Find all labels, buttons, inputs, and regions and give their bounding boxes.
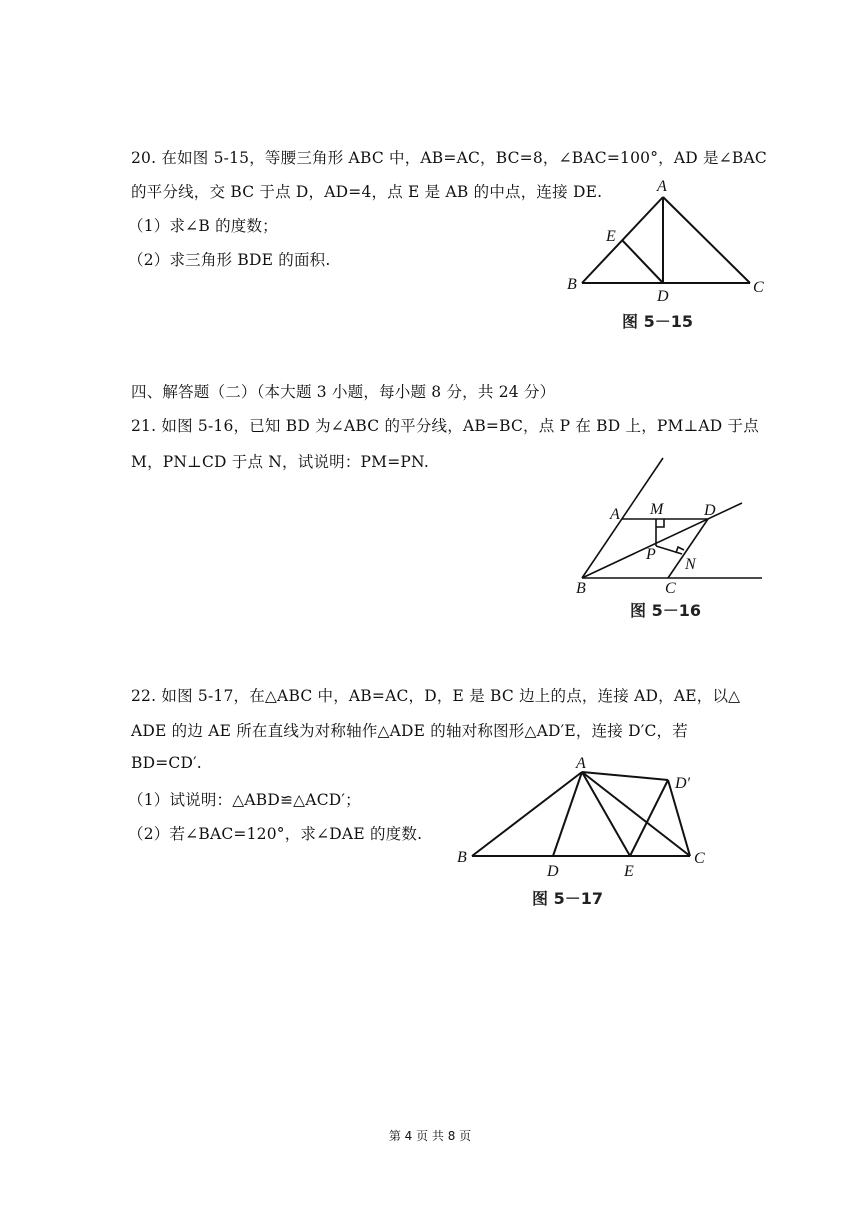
q20-part-2: （2）求三角形 BDE 的面积. [128,251,331,269]
q22-line-3: BD=CD′. [131,754,202,772]
segment-ad [553,772,582,856]
label-d: D [657,288,669,305]
q20-part-1: （1）求∠B 的度数； [128,217,278,235]
q22-line-2: ADE 的边 AE 所在直线为对称轴作△ADE 的轴对称图形△AD′E，连接 D′C，若 [131,722,688,740]
q22-part-2: （2）若∠BAC=120°，求∠DAE 的度数. [128,825,423,843]
q20-line-2: 的平分线，交 BC 于点 D，AD=4，点 E 是 AB 的中点，连接 DE. [131,183,603,201]
label-m: M [650,501,664,518]
segment-ab [472,772,582,856]
label-c: C [753,279,764,296]
segment-d-prime-e [630,780,668,856]
label-d: D [704,502,716,519]
q22-line-1: 22. 如图 5-17，在△ABC 中，AB=AC，D，E 是 BC 边上的点，连接 AD，AE，以△ [131,687,741,705]
label-c: C [665,580,676,597]
figure-5-15 [560,175,800,335]
segment-ad-prime [582,772,668,780]
figure-5-17 [450,752,720,912]
label-d: D [547,863,559,880]
label-d-prime: D′ [675,775,691,792]
label-a: A [657,178,667,195]
right-angle-m [656,519,664,527]
label-b: B [457,849,467,866]
label-e: E [624,863,634,880]
page-footer: 第 4 页 共 8 页 [388,1129,472,1143]
label-b: B [567,276,577,293]
figure-5-16 [570,452,790,627]
figure-caption: 图 5－16 [630,601,701,620]
q21-line-2: M，PN⊥CD 于点 N，试说明：PM=PN. [131,453,429,471]
q20-line-1: 20. 在如图 5-15，等腰三角形 ABC 中，AB=AC，BC=8，∠BAC=100°，AD 是∠BAC [131,149,767,167]
segment-ac [663,197,750,283]
section-heading: 四、解答题（二）（本大题 3 小题，每小题 8 分，共 24 分） [131,383,556,401]
q21-line-1: 21. 如图 5-16，已知 BD 为∠ABC 的平分线，AB=BC，点 P 在 BD 上，PM⊥AD 于点 [131,417,759,435]
segment-ae [582,772,630,856]
label-a: A [610,506,620,523]
label-n: N [685,556,696,573]
label-a: A [576,755,586,772]
segment-de [622,240,663,283]
label-e: E [606,228,616,245]
label-b: B [576,580,586,597]
figure-caption: 图 5－17 [532,889,603,908]
label-c: C [694,850,705,867]
label-p: P [646,546,656,563]
figure-caption: 图 5－15 [622,312,693,331]
q22-part-1: （1）试说明：△ABD≌△ACD′； [128,791,361,809]
